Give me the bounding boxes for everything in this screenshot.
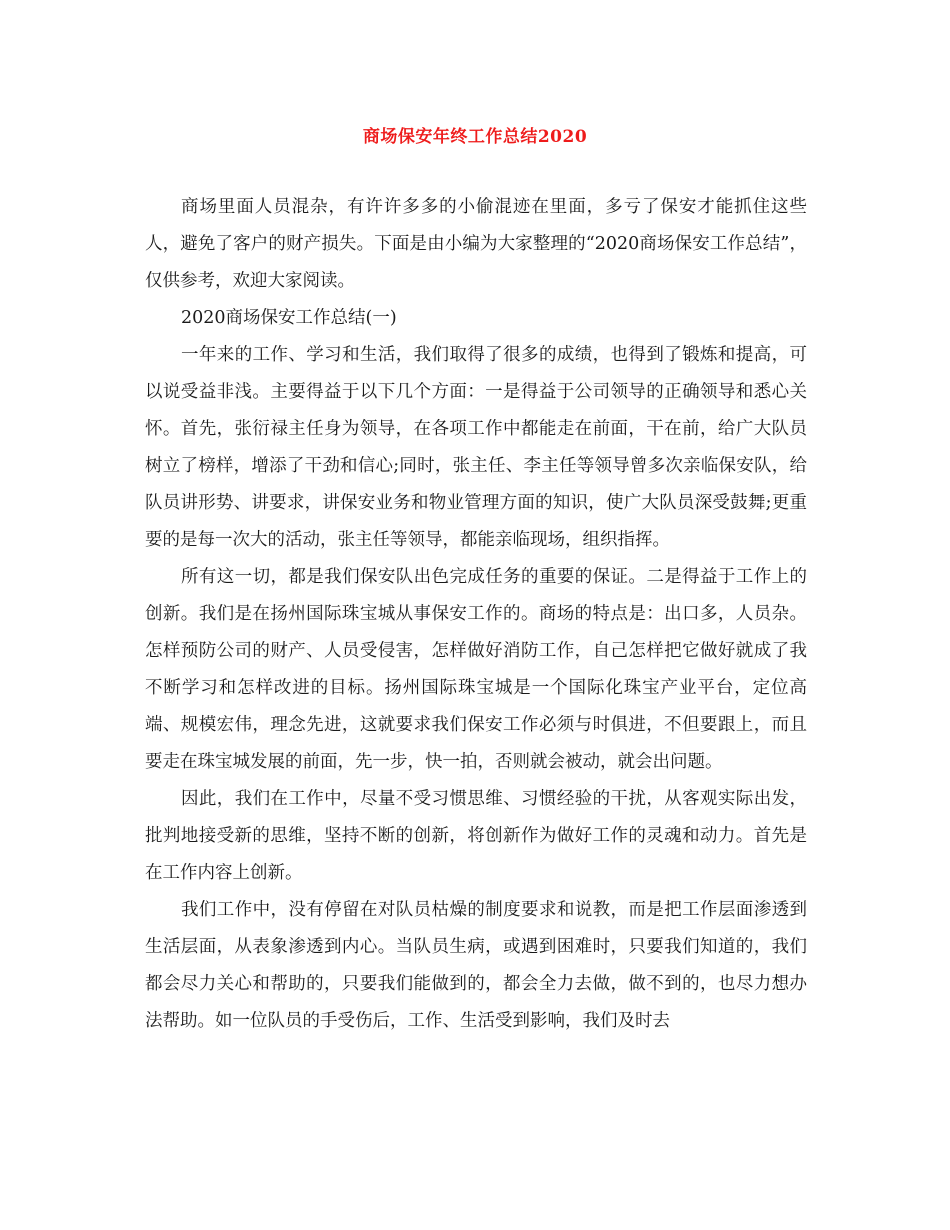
paragraph: 一年来的工作、学习和生活，我们取得了很多的成绩，也得到了锻炼和提高，可以说受益非浅。主要得益于以下几个方面：一是得益于公司领导的正确领导和悉心关怀。首先，张衍禄主任身为领导，在各项工作中都能走在前面，干在前，给广大队员树立了榜样，增添了干劲和信心;同时，张主任、李主任等领导曾多次亲临保安队，给队员讲形势、讲要求，讲保安业务和物业管理方面的知识，使广大队员深受鼓舞;更重要的是每一次大的活动，张主任等领导，都能亲临现场，组织指挥。 <box>145 345 807 550</box>
document-body <box>145 189 807 1040</box>
paragraph: 我们工作中，没有停留在对队员枯燥的制度要求和说教，而是把工作层面渗透到生活层面，从表象渗透到内心。当队员生病，或遇到困难时，只要我们知道的，我们都会尽力关心和帮助的，只要我们能做到的，都会全力去做，做不到的，也尽力想办法帮助。如一位队员的手受伤后，工作、生活受到影响，我们及时去 <box>145 900 807 1031</box>
paragraph: 所有这一切，都是我们保安队出色完成任务的重要的保证。二是得益于工作上的创新。我们是在扬州国际珠宝城从事保安工作的。商场的特点是：出口多，人员杂。怎样预防公司的财产、人员受侵害，怎样做好消防工作，自己怎样把它做好就成了我不断学习和怎样改进的目标。扬州国际珠宝城是一个国际化珠宝产业平台，定位高端、规模宏伟，理念先进，这就要求我们保安工作必须与时俱进，不但要跟上，而且要走在珠宝城发展的前面，先一步，快一拍，否则就会被动，就会出问题。 <box>145 567 807 772</box>
document-title: 商场保安年终工作总结2020 <box>362 127 588 147</box>
section-heading: 2020商场保安工作总结(一) <box>181 308 397 328</box>
paragraph: 因此，我们在工作中，尽量不受习惯思维、习惯经验的干扰，从客观实际出发，批判地接受新的思维，坚持不断的创新，将创新作为做好工作的灵魂和动力。首先是在工作内容上创新。 <box>145 789 807 883</box>
paragraph-intro: 商场里面人员混杂，有许许多多的小偷混迹在里面，多亏了保安才能抓住这些人，避免了客户的财产损失。下面是由小编为大家整理的“2020商场保安工作总结”，仅供参考，欢迎大家阅读。 <box>145 197 807 291</box>
